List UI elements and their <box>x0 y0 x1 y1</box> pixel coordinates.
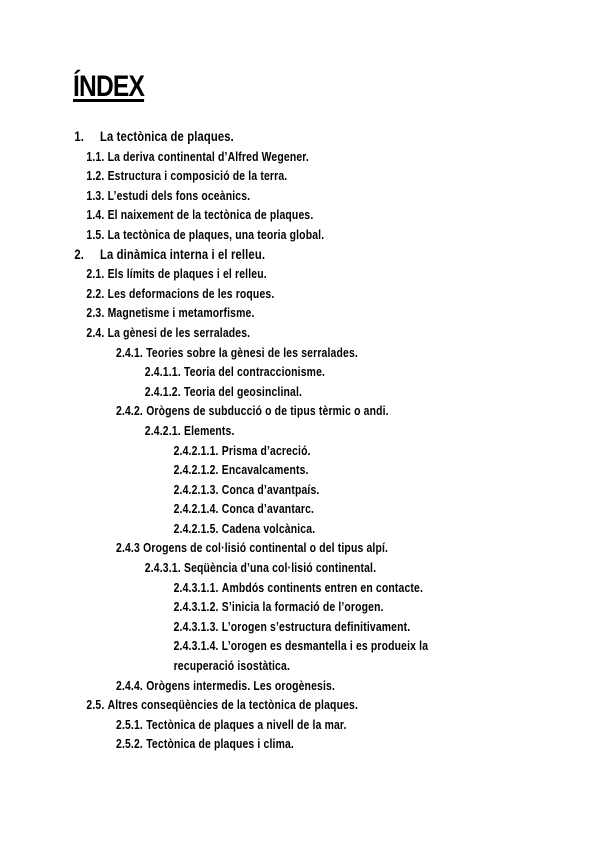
toc-entry-title: S’inicia la formació de l’orogen. <box>221 599 384 615</box>
toc-entry-title: Les deformacions de les roques. <box>107 285 275 301</box>
toc-entry-number: 2.4.3.1.4. <box>173 638 219 654</box>
toc-entry-number: 2.4.3 <box>116 540 140 556</box>
toc-entry <box>0 166 480 186</box>
toc-entry-number: 2.4. <box>86 324 105 340</box>
toc-entry-number: 2.4.3.1.1. <box>173 579 219 595</box>
toc-entry <box>0 264 480 284</box>
toc-entry <box>0 519 480 539</box>
toc-entry-continuation <box>0 656 480 676</box>
toc-entry <box>0 245 480 265</box>
toc-entry-title: L’orogen s’estructura definitivament. <box>221 618 411 634</box>
toc-entry-number: 1.4. <box>86 207 105 223</box>
toc-entry-title: Tectònica de plaques a nivell de la mar. <box>146 716 347 732</box>
toc-entry-number: 2.4.2. <box>116 403 143 419</box>
toc-entry-number: 2.4.3.1.2. <box>173 599 219 615</box>
toc-entry <box>0 284 480 304</box>
toc-entry-title: Teoria del contraccionisme. <box>183 364 326 380</box>
toc-entry <box>0 225 480 245</box>
toc-entry-number: 2.4.1.1. <box>144 364 181 380</box>
table-of-contents <box>0 127 600 754</box>
toc-entry-title: Altres conseqüències de la tectònica de plaques. <box>107 697 359 713</box>
toc-entry-title: La deriva continental d’Alfred Wegener. <box>107 148 309 164</box>
toc-entry <box>0 362 480 382</box>
toc-entry-title: L’estudi dels fons oceànics. <box>107 187 251 203</box>
toc-entry <box>0 480 480 500</box>
toc-entry-title: La dinàmica interna i el relleu. <box>100 245 266 262</box>
toc-entry <box>0 695 480 715</box>
toc-entry-number: 2.4.1. <box>116 344 143 360</box>
toc-entry <box>0 558 480 578</box>
toc-entry-title: Els límits de plaques i el relleu. <box>107 266 267 282</box>
toc-entry-number: 1.5. <box>86 226 105 242</box>
toc-entry-title: Orògens de subducció o de tipus tèrmic o andi. <box>146 403 389 419</box>
toc-entry <box>0 734 480 754</box>
toc-entry-number: 2.4.4. <box>116 677 143 693</box>
toc-entry-number: 2. <box>74 245 85 262</box>
toc-entry <box>0 578 480 598</box>
toc-entry-number: 2.5. <box>86 697 105 713</box>
toc-entry-title: La gènesi de les serralades. <box>107 324 251 340</box>
toc-entry-title: Conca d’avantarc. <box>221 501 315 517</box>
toc-entry-number: 2.5.1. <box>116 716 143 732</box>
toc-entry <box>0 303 480 323</box>
toc-entry-number: 1.3. <box>86 187 105 203</box>
toc-entry-title: Teoria del geosinclinal. <box>183 383 303 399</box>
toc-entry-title: Teories sobre la gènesi de les serralades. <box>146 344 358 360</box>
toc-entry-title: Magnetisme i metamorfisme. <box>107 305 255 321</box>
toc-entry-title: L’orogen es desmantella i es produeix la <box>221 638 429 654</box>
toc-entry-number: 1. <box>74 128 85 144</box>
toc-entry-number: 2.4.3.1.3. <box>173 618 219 634</box>
toc-entry <box>0 421 480 441</box>
toc-entry-title: Prisma d’acreció. <box>221 442 311 458</box>
toc-entry <box>0 382 480 402</box>
toc-entry-title: Encavalcaments. <box>221 462 309 478</box>
toc-entry-title: Seqüència d’una col·lisió continental. <box>183 560 377 576</box>
toc-entry-title: El naixement de la tectònica de plaques. <box>107 207 314 223</box>
toc-entry <box>0 460 480 480</box>
toc-entry <box>0 636 480 656</box>
toc-entry-title: Orògens intermedis. Les orogènesis. <box>146 677 335 693</box>
toc-entry <box>0 401 480 421</box>
toc-entry-number: 1.2. <box>86 168 105 184</box>
toc-entry <box>0 205 480 225</box>
toc-entry-title: Ambdós continents entren en contacte. <box>221 579 424 595</box>
toc-entry-number: 2.4.2.1.4. <box>173 501 219 517</box>
toc-entry <box>0 617 480 637</box>
toc-entry <box>0 186 480 206</box>
toc-entry <box>0 343 480 363</box>
toc-entry-number: 2.4.2.1.3. <box>173 481 219 497</box>
toc-entry-number: 2.1. <box>86 266 105 282</box>
toc-entry-number: 2.4.2.1.2. <box>173 462 219 478</box>
toc-entry-title: Estructura i composició de la terra. <box>107 168 288 184</box>
toc-entry-number: 2.4.2.1. <box>144 422 181 438</box>
toc-entry-title: Tectònica de plaques i clima. <box>146 736 294 752</box>
toc-entry <box>0 597 480 617</box>
toc-entry <box>0 538 480 558</box>
toc-entry-number: 2.5.2. <box>116 736 143 752</box>
toc-entry <box>0 147 480 167</box>
toc-entry <box>0 499 480 519</box>
toc-entry <box>0 441 480 461</box>
toc-entry-title: La tectònica de plaques. <box>100 128 234 144</box>
toc-entry-number: 2.4.2.1.5. <box>173 520 219 536</box>
toc-entry-number: 2.2. <box>86 285 105 301</box>
toc-entry <box>0 715 480 735</box>
toc-entry-number: 2.4.1.2. <box>144 383 181 399</box>
toc-entry <box>0 676 480 696</box>
toc-entry-title: recuperació isostàtica. <box>173 658 290 674</box>
toc-entry <box>0 323 480 343</box>
toc-entry-number: 2.3. <box>86 305 105 321</box>
toc-entry-title: La tectònica de plaques, una teoria global. <box>107 226 325 242</box>
toc-entry-title: Cadena volcànica. <box>221 520 316 536</box>
toc-entry <box>0 127 480 147</box>
toc-entry-number: 1.1. <box>86 148 105 164</box>
toc-entry-title: Conca d’avantpaís. <box>221 481 320 497</box>
toc-entry-title: Orogens de col·lisió continental o del tipus alpí. <box>143 540 389 556</box>
toc-entry-number: 2.4.2.1.1. <box>173 442 219 458</box>
page-title: ÍNDEX <box>73 70 145 103</box>
toc-entry-number: 2.4.3.1. <box>144 560 181 576</box>
toc-entry-title: Elements. <box>183 422 235 438</box>
